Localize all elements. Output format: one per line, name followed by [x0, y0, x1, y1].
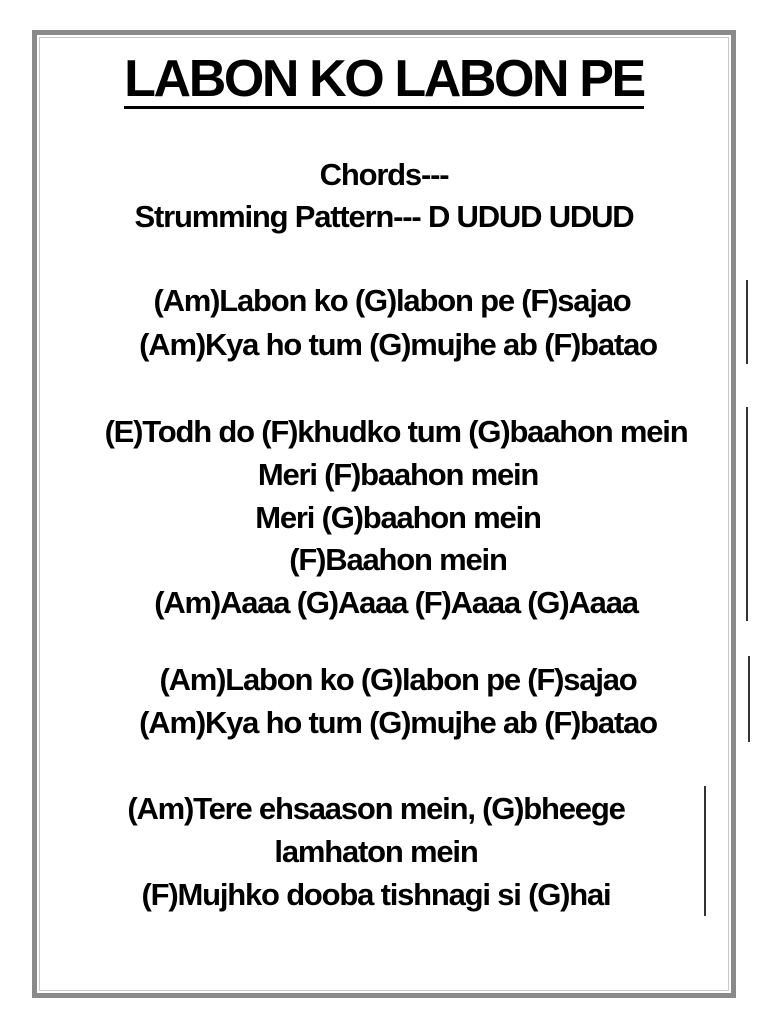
- verse2-line2: Meri (F)baahon mein: [257, 457, 539, 492]
- verse4-line2: lamhaton mein: [274, 834, 478, 869]
- strumming-pattern-line: Strumming Pattern--- D UDUD UDUD: [134, 199, 634, 234]
- verse4-line1: (Am)Tere ehsaason mein, (G)bheege: [127, 791, 625, 826]
- verse2-line1: (E)Todh do (F)khudko tum (G)baahon mein: [104, 414, 688, 449]
- margin-bar-verse2: [746, 407, 748, 621]
- verse1-line1: (Am)Labon ko (G)labon pe (F)sajao: [153, 283, 631, 318]
- song-title: LABON KO LABON PE: [124, 50, 644, 108]
- verse4-line3: (F)Mujhko dooba tishnagi si (G)hai: [141, 877, 611, 912]
- verse2-line5: (Am)Aaaa (G)Aaaa (F)Aaaa (G)Aaaa: [154, 585, 638, 620]
- song-title-container: [0, 48, 768, 110]
- margin-bar-verse3: [748, 656, 750, 742]
- verse3-line1: (Am)Labon ko (G)labon pe (F)sajao: [159, 662, 637, 697]
- margin-bar-verse4: [704, 786, 706, 916]
- margin-bar-verse1: [746, 280, 748, 364]
- verse3-line2: (Am)Kya ho tum (G)mujhe ab (F)batao: [139, 705, 657, 740]
- verse1-line2: (Am)Kya ho tum (G)mujhe ab (F)batao: [139, 327, 657, 362]
- verse2-line4: (F)Baahon mein: [289, 542, 507, 577]
- verse2-line3: Meri (G)baahon mein: [255, 500, 541, 535]
- chords-line: Chords---: [319, 157, 449, 192]
